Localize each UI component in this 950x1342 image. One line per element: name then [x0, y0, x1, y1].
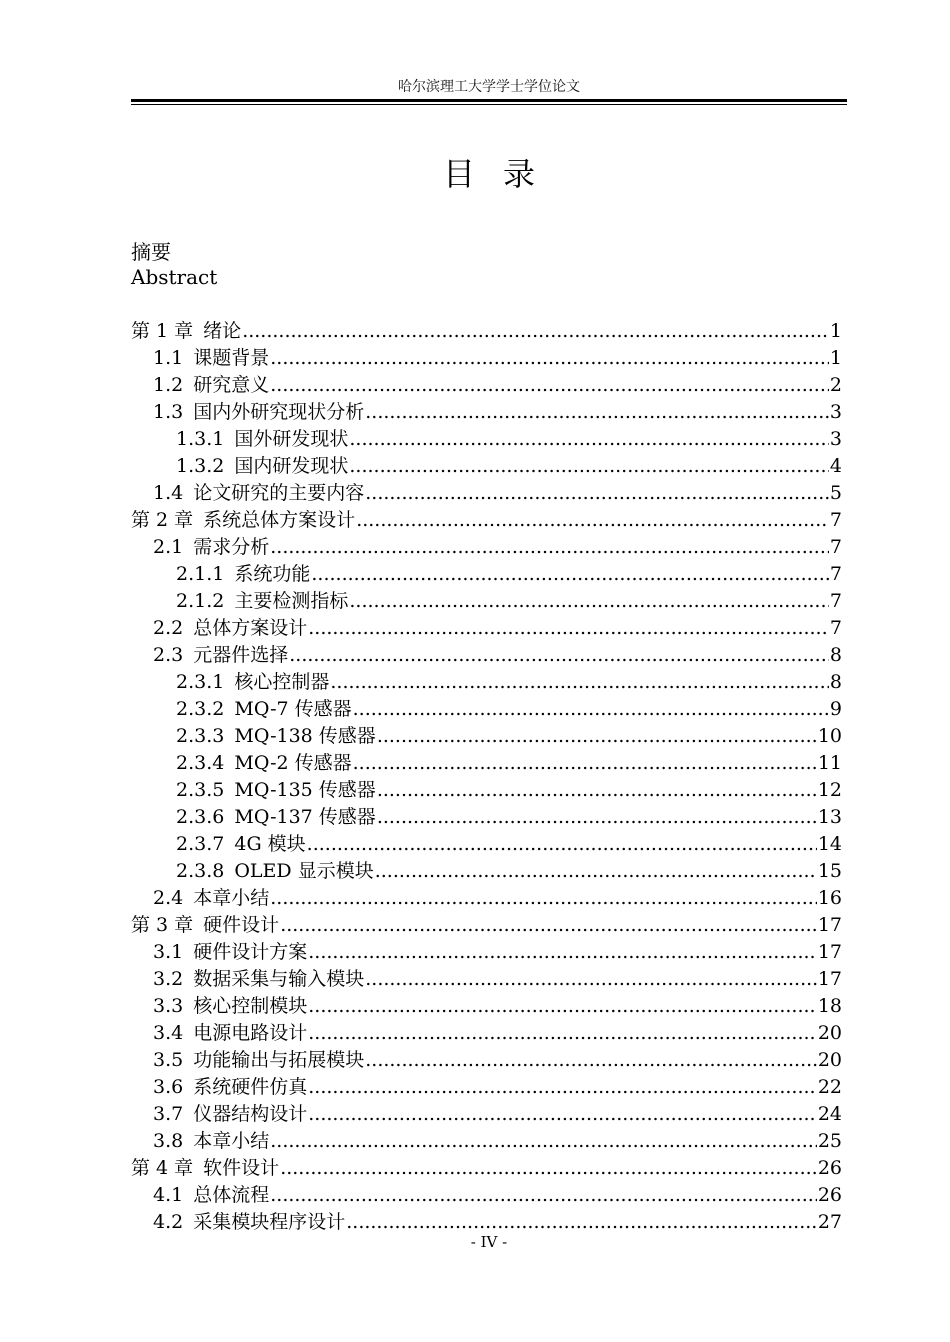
toc-entry-page: 1 [829, 347, 842, 369]
toc-entry-title: 功能输出与拓展模块 [193, 1049, 365, 1071]
toc-entry-title: 数据采集与输入模块 [193, 968, 365, 990]
toc-entry-title: 硬件设计方案 [193, 941, 308, 963]
toc-leader-dots [365, 480, 829, 507]
toc-entry-page: 14 [817, 833, 842, 855]
toc-entry-number: 第 4 章 [131, 1157, 194, 1179]
toc-leader-dots [377, 777, 817, 804]
toc-entry[interactable] [131, 858, 842, 885]
toc-entry-number: 2.1 [153, 536, 184, 558]
toc-entry-page: 4 [829, 455, 842, 477]
toc-entry-page: 8 [829, 644, 842, 666]
toc-entry-title: 总体方案设计 [193, 617, 308, 639]
toc-entry[interactable] [131, 507, 842, 534]
toc-entry[interactable] [131, 777, 842, 804]
toc-entry-page: 2 [829, 374, 842, 396]
toc-leader-dots [307, 831, 817, 858]
toc-entry[interactable] [131, 939, 842, 966]
toc-entry-title: 主要检测指标 [234, 590, 349, 612]
toc-entry-number: 3.1 [153, 941, 184, 963]
toc-entry-page: 27 [817, 1211, 842, 1233]
toc-entry[interactable] [131, 723, 842, 750]
toc-entry-page: 8 [829, 671, 842, 693]
toc-entry-number: 3.2 [153, 968, 184, 990]
toc-entry-number: 1.3.2 [176, 455, 225, 477]
toc-entry-number: 3.6 [153, 1076, 184, 1098]
toc-leader-dots [270, 534, 829, 561]
toc-entry-title: 元器件选择 [193, 644, 289, 666]
toc-entry-number: 2.3.2 [176, 698, 225, 720]
toc-entry-number: 第 1 章 [131, 320, 194, 342]
toc-entry-title: 本章小结 [193, 1130, 270, 1152]
toc-entry-title: MQ-138 传感器 [234, 725, 376, 747]
toc-entry[interactable] [131, 1182, 842, 1209]
toc-entry-title: 课题背景 [193, 347, 270, 369]
toc-leader-dots [308, 615, 829, 642]
toc-entry-title: 系统硬件仿真 [193, 1076, 308, 1098]
toc-title: 目录 [442, 155, 563, 193]
toc-entry-title: 本章小结 [193, 887, 270, 909]
toc-entry-number: 3.5 [153, 1049, 184, 1071]
toc-entry-title: MQ-2 传感器 [234, 752, 352, 774]
toc-entry[interactable] [131, 1128, 842, 1155]
toc-leader-dots [270, 1182, 817, 1209]
toc-leader-dots [308, 1074, 817, 1101]
toc-entry[interactable] [131, 669, 842, 696]
toc-entry-number: 1.4 [153, 482, 184, 504]
toc-leader-dots [280, 1155, 817, 1182]
toc-entry-page: 22 [817, 1076, 842, 1098]
toc-entry-title: 电源电路设计 [193, 1022, 308, 1044]
toc-leader-dots [270, 1128, 817, 1155]
toc-entry-number: 1.1 [153, 347, 184, 369]
toc-entry-page: 16 [817, 887, 842, 909]
toc-entry[interactable] [131, 399, 842, 426]
toc-entry-page: 7 [829, 617, 842, 639]
toc-entry-number: 2.4 [153, 887, 184, 909]
toc-leader-dots [349, 453, 829, 480]
toc-entry-number: 2.3.4 [176, 752, 225, 774]
toc-entry-number: 2.3.8 [176, 860, 225, 882]
toc-entry-title: 软件设计 [203, 1157, 280, 1179]
toc-entry[interactable] [131, 345, 842, 372]
toc-entry-page: 7 [829, 590, 842, 612]
toc-entry-title: 国内外研究现状分析 [193, 401, 365, 423]
toc-entry-page: 11 [817, 752, 842, 774]
toc-entry[interactable] [131, 1074, 842, 1101]
toc-entry-title: 核心控制模块 [193, 995, 308, 1017]
toc-entry-page: 24 [817, 1103, 842, 1125]
toc-entry-page: 17 [817, 941, 842, 963]
toc-entry-title: 国外研发现状 [234, 428, 349, 450]
toc-leader-dots [308, 1020, 817, 1047]
toc-entry[interactable] [131, 912, 842, 939]
toc-entry-page: 7 [829, 509, 842, 531]
toc-entry-title: MQ-135 传感器 [234, 779, 376, 801]
toc-entry[interactable] [131, 453, 842, 480]
toc-leader-dots [377, 804, 817, 831]
toc-entry-number: 2.2 [153, 617, 184, 639]
toc-entry-title: 4G 模块 [234, 833, 306, 855]
toc-leader-dots [270, 345, 829, 372]
toc-entry-number: 3.3 [153, 995, 184, 1017]
toc-entry-number: 4.2 [153, 1211, 184, 1233]
toc-entry-number: 第 2 章 [131, 509, 194, 531]
toc-entry-title: 国内研发现状 [234, 455, 349, 477]
toc-entry-title: 论文研究的主要内容 [193, 482, 365, 504]
front-matter [131, 240, 217, 290]
toc-entry-title: 核心控制器 [234, 671, 330, 693]
toc-leader-dots [365, 1047, 817, 1074]
toc-leader-dots [365, 399, 829, 426]
toc-entry-page: 3 [829, 401, 842, 423]
toc-entry-title: 仪器结构设计 [193, 1103, 308, 1125]
toc-leader-dots [242, 318, 829, 345]
table-of-contents [131, 318, 842, 1236]
toc-entry[interactable] [131, 372, 842, 399]
toc-entry-number: 2.1.2 [176, 590, 225, 612]
toc-entry-number: 第 3 章 [131, 914, 194, 936]
toc-entry-number: 3.8 [153, 1130, 184, 1152]
toc-entry-number: 2.1.1 [176, 563, 225, 585]
page-number: - IV - [470, 1233, 508, 1251]
toc-entry-number: 3.4 [153, 1022, 184, 1044]
toc-leader-dots [365, 966, 817, 993]
toc-entry-title: 系统总体方案设计 [203, 509, 356, 531]
toc-entry[interactable] [131, 885, 842, 912]
toc-entry[interactable] [131, 804, 842, 831]
toc-entry-number: 1.2 [153, 374, 184, 396]
toc-entry[interactable] [131, 534, 842, 561]
toc-entry-number: 2.3.7 [176, 833, 225, 855]
toc-leader-dots [377, 723, 817, 750]
toc-entry[interactable] [131, 696, 842, 723]
toc-leader-dots [349, 588, 829, 615]
toc-entry[interactable] [131, 831, 842, 858]
toc-entry[interactable] [131, 561, 842, 588]
toc-entry-page: 20 [817, 1022, 842, 1044]
running-header: 哈尔滨理工大学学士学位论文 [398, 79, 580, 95]
toc-entry-page: 26 [817, 1157, 842, 1179]
front-matter-abstract-en: Abstract [131, 265, 218, 289]
toc-leader-dots [349, 426, 829, 453]
toc-entry-page: 12 [817, 779, 842, 801]
toc-entry-title: 硬件设计 [203, 914, 280, 936]
toc-entry-number: 2.3 [153, 644, 184, 666]
toc-entry[interactable] [131, 480, 842, 507]
toc-leader-dots [375, 858, 817, 885]
toc-entry-page: 5 [829, 482, 842, 504]
toc-entry-number: 1.3 [153, 401, 184, 423]
toc-leader-dots [353, 750, 817, 777]
toc-leader-dots [311, 561, 829, 588]
header-rule-thin [131, 104, 847, 105]
toc-leader-dots [308, 1101, 817, 1128]
toc-entry-title: MQ-7 传感器 [234, 698, 352, 720]
toc-entry-page: 7 [829, 536, 842, 558]
toc-entry[interactable] [131, 1020, 842, 1047]
toc-leader-dots [308, 993, 817, 1020]
toc-entry-title: 系统功能 [234, 563, 311, 585]
toc-entry[interactable] [131, 318, 842, 345]
toc-entry-page: 20 [817, 1049, 842, 1071]
toc-leader-dots [356, 507, 829, 534]
toc-entry[interactable] [131, 642, 842, 669]
toc-leader-dots [270, 372, 829, 399]
toc-leader-dots [308, 939, 817, 966]
toc-entry-page: 17 [817, 914, 842, 936]
toc-entry[interactable] [131, 1047, 842, 1074]
toc-entry-title: 绪论 [203, 320, 242, 342]
toc-entry-title: 研究意义 [193, 374, 270, 396]
toc-entry-number: 2.3.5 [176, 779, 225, 801]
toc-entry[interactable] [131, 615, 842, 642]
toc-leader-dots [280, 912, 817, 939]
toc-entry-number: 2.3.6 [176, 806, 225, 828]
toc-entry-page: 1 [829, 320, 842, 342]
toc-entry-title: OLED 显示模块 [234, 860, 374, 882]
toc-entry-page: 15 [817, 860, 842, 882]
toc-leader-dots [330, 669, 829, 696]
toc-entry-page: 17 [817, 968, 842, 990]
toc-entry-title: MQ-137 传感器 [234, 806, 376, 828]
toc-entry-title: 需求分析 [193, 536, 270, 558]
toc-entry-page: 13 [817, 806, 842, 828]
toc-entry-title: 采集模块程序设计 [193, 1211, 346, 1233]
toc-entry-page: 10 [817, 725, 842, 747]
toc-entry[interactable] [131, 588, 842, 615]
toc-leader-dots [270, 885, 817, 912]
toc-entry-title: 总体流程 [193, 1184, 270, 1206]
toc-entry-page: 9 [829, 698, 842, 720]
toc-entry-number: 3.7 [153, 1103, 184, 1125]
toc-entry-number: 1.3.1 [176, 428, 225, 450]
toc-entry-page: 26 [817, 1184, 842, 1206]
toc-entry[interactable] [131, 426, 842, 453]
front-matter-abstract-cn: 摘要 [131, 240, 171, 264]
toc-entry-page: 3 [829, 428, 842, 450]
toc-entry-page: 25 [817, 1130, 842, 1152]
header-rule-thick [131, 99, 847, 102]
toc-entry-page: 7 [829, 563, 842, 585]
toc-entry[interactable] [131, 966, 842, 993]
toc-entry[interactable] [131, 993, 842, 1020]
toc-entry[interactable] [131, 750, 842, 777]
toc-entry-number: 2.3.1 [176, 671, 225, 693]
toc-leader-dots [289, 642, 829, 669]
toc-entry[interactable] [131, 1155, 842, 1182]
toc-entry[interactable] [131, 1101, 842, 1128]
toc-leader-dots [353, 696, 829, 723]
toc-entry-page: 18 [817, 995, 842, 1017]
toc-entry-number: 2.3.3 [176, 725, 225, 747]
toc-entry-number: 4.1 [153, 1184, 184, 1206]
